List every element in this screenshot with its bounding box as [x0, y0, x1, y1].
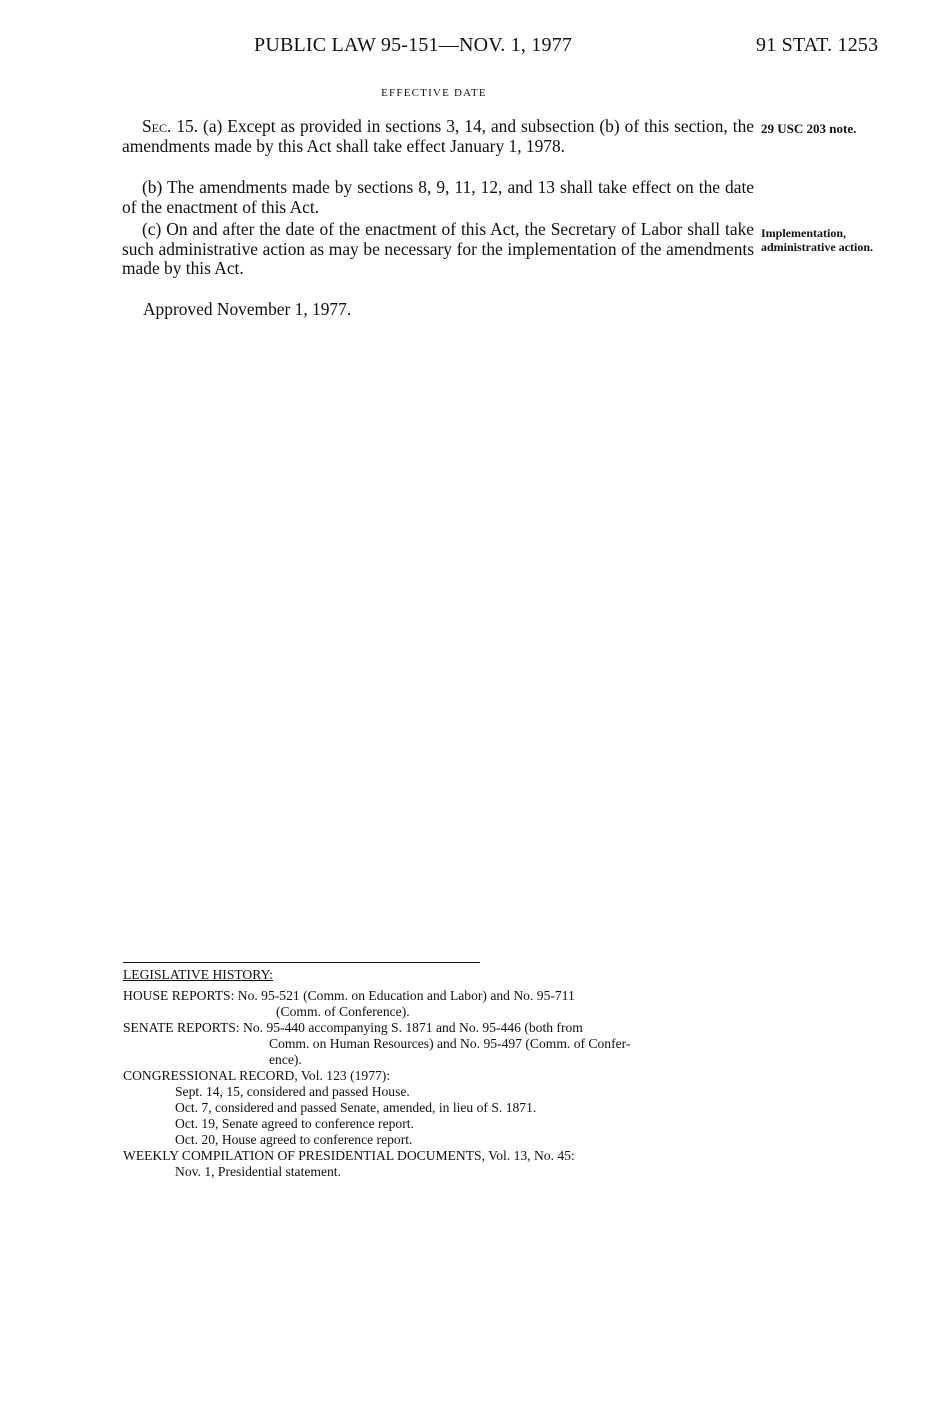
- page-header-title: PUBLIC LAW 95-151—NOV. 1, 1977: [254, 34, 573, 56]
- page-header-stat: 91 STAT. 1253: [756, 34, 879, 56]
- congressional-record-item: Sept. 14, 15, considered and passed House.: [175, 1084, 410, 1099]
- legislative-history: [123, 967, 755, 1180]
- paragraph-c-text: (c) On and after the date of the enactment of this Act, the Secretary of Labor shall take such administrative action as may be necessary for the implementation of the amendments made by this Act.: [122, 219, 754, 278]
- weekly-compilation-item: Nov. 1, Presidential statement.: [175, 1164, 341, 1179]
- senate-reports-line-3: ence).: [269, 1052, 302, 1067]
- margin-note-implementation: Implementation, administrative action.: [761, 226, 873, 254]
- margin-note-usc: 29 USC 203 note.: [761, 121, 857, 136]
- senate-reports-entry: [123, 1020, 755, 1068]
- paragraph-b-text: (b) The amendments made by sections 8, 9, 11, 12, and 13 shall take effect on the date of the enactment of this Act.: [122, 177, 754, 217]
- legislative-history-heading: LEGISLATIVE HISTORY:: [123, 967, 273, 982]
- paragraph-a-text: (a) Except as provided in sections 3, 14, and subsection (b) of this section, the amendments made by this Act shall take effect January 1, 1978.: [122, 116, 754, 156]
- congressional-record-label: CONGRESSIONAL RECORD, Vol. 123 (1977):: [123, 1068, 391, 1083]
- house-reports-entry: [123, 988, 755, 1020]
- footnote-divider: [123, 962, 480, 963]
- paragraph-a: [122, 117, 754, 156]
- house-reports-label: HOUSE REPORTS:: [123, 988, 235, 1003]
- approval-date: Approved November 1, 1977.: [143, 299, 352, 319]
- weekly-compilation-label: WEEKLY COMPILATION OF PRESIDENTIAL DOCUMENTS, Vol. 13, No. 45:: [123, 1148, 575, 1163]
- section-label: Sec. 15.: [142, 116, 199, 136]
- paragraph-c: [122, 220, 754, 279]
- section-heading: EFFECTIVE DATE: [381, 87, 487, 99]
- congressional-record-item: Oct. 7, considered and passed Senate, amended, in lieu of S. 1871.: [175, 1100, 537, 1115]
- paragraph-b: [122, 178, 754, 217]
- house-reports-line-1: No. 95-521 (Comm. on Education and Labor) and No. 95-711: [237, 988, 575, 1003]
- congressional-record-item: Oct. 19, Senate agreed to conference report.: [175, 1116, 414, 1131]
- senate-reports-label: SENATE REPORTS:: [123, 1020, 240, 1035]
- weekly-compilation-entry: [123, 1148, 755, 1180]
- senate-reports-line-1: No. 95-440 accompanying S. 1871 and No. 95-446 (both from: [243, 1020, 583, 1035]
- house-reports-line-2: (Comm. of Conference).: [276, 1004, 410, 1019]
- congressional-record-item: Oct. 20, House agreed to conference report.: [175, 1132, 413, 1147]
- congressional-record-entry: [123, 1068, 755, 1148]
- senate-reports-line-2: Comm. on Human Resources) and No. 95-497 (Comm. of Confer-: [269, 1036, 631, 1051]
